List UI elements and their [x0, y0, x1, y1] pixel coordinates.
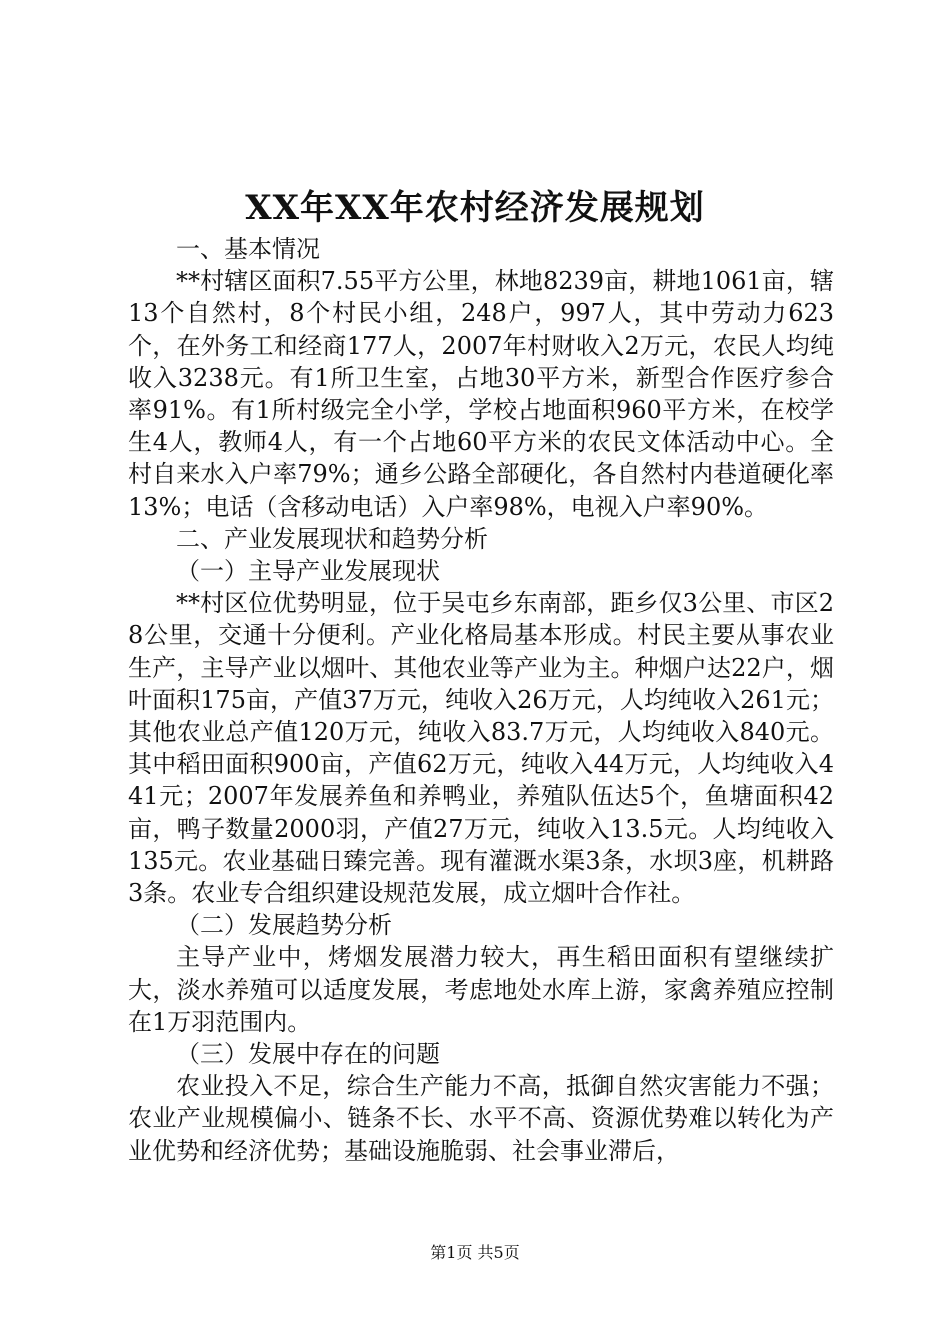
section-heading-industry-analysis: 二、产业发展现状和趋势分析	[176, 524, 488, 553]
document-title: XX年XX年农村经济发展规划	[245, 188, 705, 228]
subsection-heading-problems: （三）发展中存在的问题	[176, 1040, 440, 1069]
paragraph-basic-info: **村辖区面积7.55平方公里，林地8239亩，耕地1061亩，辖13个自然村，8个村民小组，248户，997人，其中劳动力623个，在外务工和经商177人，2007年村财收入2万元，农民人均纯收入3238元。有1所卫生室，占地30平方米，新型合作医疗参合率91%。有1所村级完全小学，学校占地面积960平方米，在校学生4人，教师4人，有一个占地60平方米的农民文体活动中心。全村自来水入户率79%；通乡公路全部硬化，各自然村内巷道硬化率13%；电话（含移动电话）入户率98%，电视入户率90%。	[128, 267, 834, 521]
page-number-footer: 第1页 共5页	[430, 1243, 520, 1262]
paragraph-leading-industry: **村区位优势明显，位于吴屯乡东南部，距乡仅3公里、市区28公里，交通十分便利。产业化格局基本形成。村民主要从事农业生产，主导产业以烟叶、其他农业等产业为主。种烟户达22户，烟叶面积175亩，产值37万元，纯收入26万元，人均纯收入261元；其他农业总产值120万元，纯收入83.7万元，人均纯收入840元。其中稻田面积900亩，产值62万元，纯收入44万元，人均纯收入441元；2007年发展养鱼和养鸭业，养殖队伍达5个，鱼塘面积42亩，鸭子数量2000羽，产值27万元，纯收入13.5元。人均纯收入135元。农业基础日臻完善。现有灌溉水渠3条，水坝3座，机耕路3条。农业专合组织建设规范发展，成立烟叶合作社。	[128, 589, 834, 908]
section-heading-basic-info: 一、基本情况	[176, 235, 320, 263]
paragraph-trend-analysis: 主导产业中，烤烟发展潜力较大，再生稻田面积有望继续扩大，淡水养殖可以适度发展，考虑地处水库上游，家禽养殖应控制在1万羽范围内。	[128, 943, 834, 1036]
document-body	[128, 233, 834, 1167]
subsection-heading-trend-analysis: （二）发展趋势分析	[176, 911, 392, 940]
paragraph-problems: 农业投入不足，综合生产能力不高，抵御自然灾害能力不强；农业产业规模偏小、链条不长、水平不高、资源优势难以转化为产业优势和经济优势；基础设施脆弱、社会事业滞后，	[128, 1072, 834, 1165]
subsection-heading-leading-industry: （一）主导产业发展现状	[176, 557, 440, 586]
